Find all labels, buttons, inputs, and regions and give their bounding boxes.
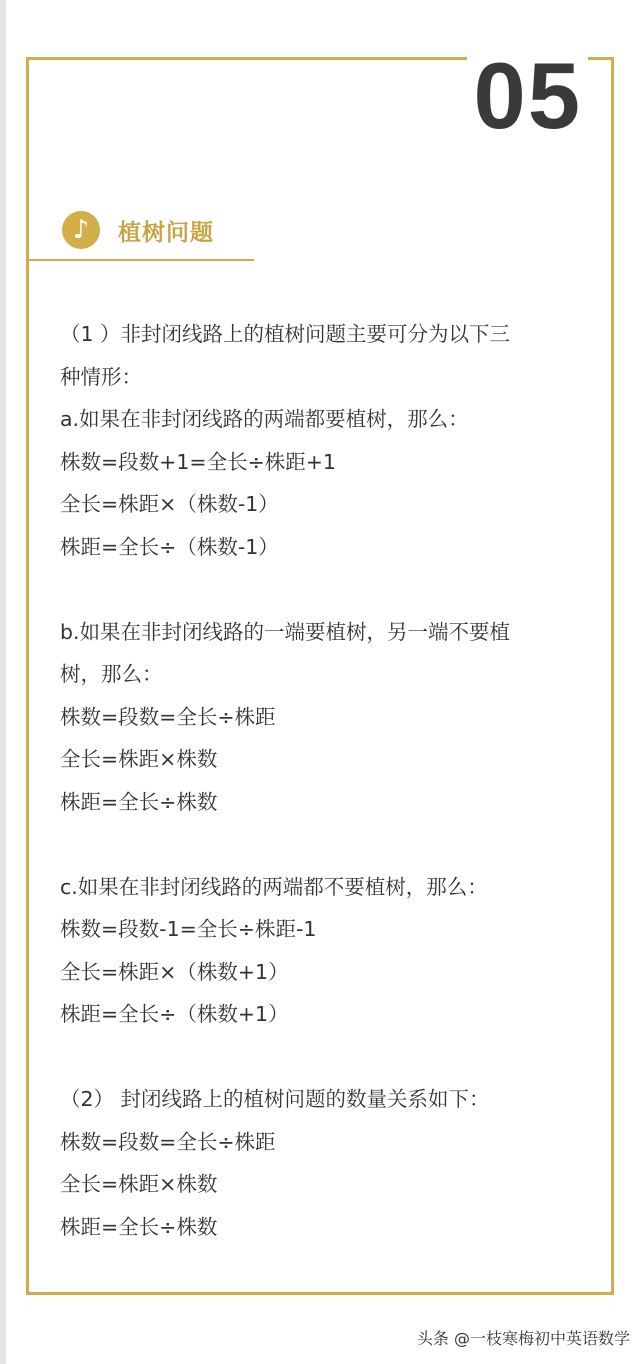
formula-line: 株数=段数=全长÷株距 [60,1129,276,1154]
article-body [60,313,590,1248]
case-a-heading: a.如果在非封闭线路的两端都要植树，那么： [60,407,469,431]
formula-line: 株距=全长÷株数 [60,789,218,814]
part2-heading: （2） 封闭线路上的植树问题的数量关系如下： [60,1087,490,1111]
formula-line: 全长=株距×株数 [60,747,218,771]
source-watermark: 头条 @一枝寒梅初中英语数学 [416,1329,630,1348]
formula-line: 株数=段数+1=全长÷株距+1 [60,449,336,474]
intro-line: （1 ）非封闭线路上的植树问题主要可分为以下三 [60,322,511,346]
formula-line: 全长=株距×（株数+1） [60,959,289,984]
case-b-heading: 树，那么： [60,662,163,686]
intro-line: 种情形： [60,364,142,389]
paragraph-gap [60,1036,590,1079]
section-number: 05 [467,48,588,144]
formula-line: 株距=全长÷（株数+1） [60,1002,289,1026]
formula-line: 株距=全长÷（株数-1） [60,534,279,559]
section-title: 植树问题 [118,219,214,246]
formula-line: 株距=全长÷株数 [60,1214,218,1239]
formula-line: 株数=段数-1=全长÷株距-1 [60,917,317,941]
formula-line: 株数=段数=全长÷株距 [60,704,276,729]
header-underline [28,259,254,261]
case-b-heading: b.如果在非封闭线路的一端要植树，另一端不要植 [60,619,511,644]
case-c-heading: c.如果在非封闭线路的两端都不要植树，那么： [60,874,488,899]
page-left-edge [0,0,6,1364]
music-note-icon: ♪ [62,211,100,249]
formula-line: 全长=株距×株数 [60,1172,218,1196]
formula-line: 全长=株距×（株数-1） [60,492,279,516]
section-header [62,208,214,252]
paragraph-gap [60,568,590,611]
paragraph-gap [60,823,590,866]
